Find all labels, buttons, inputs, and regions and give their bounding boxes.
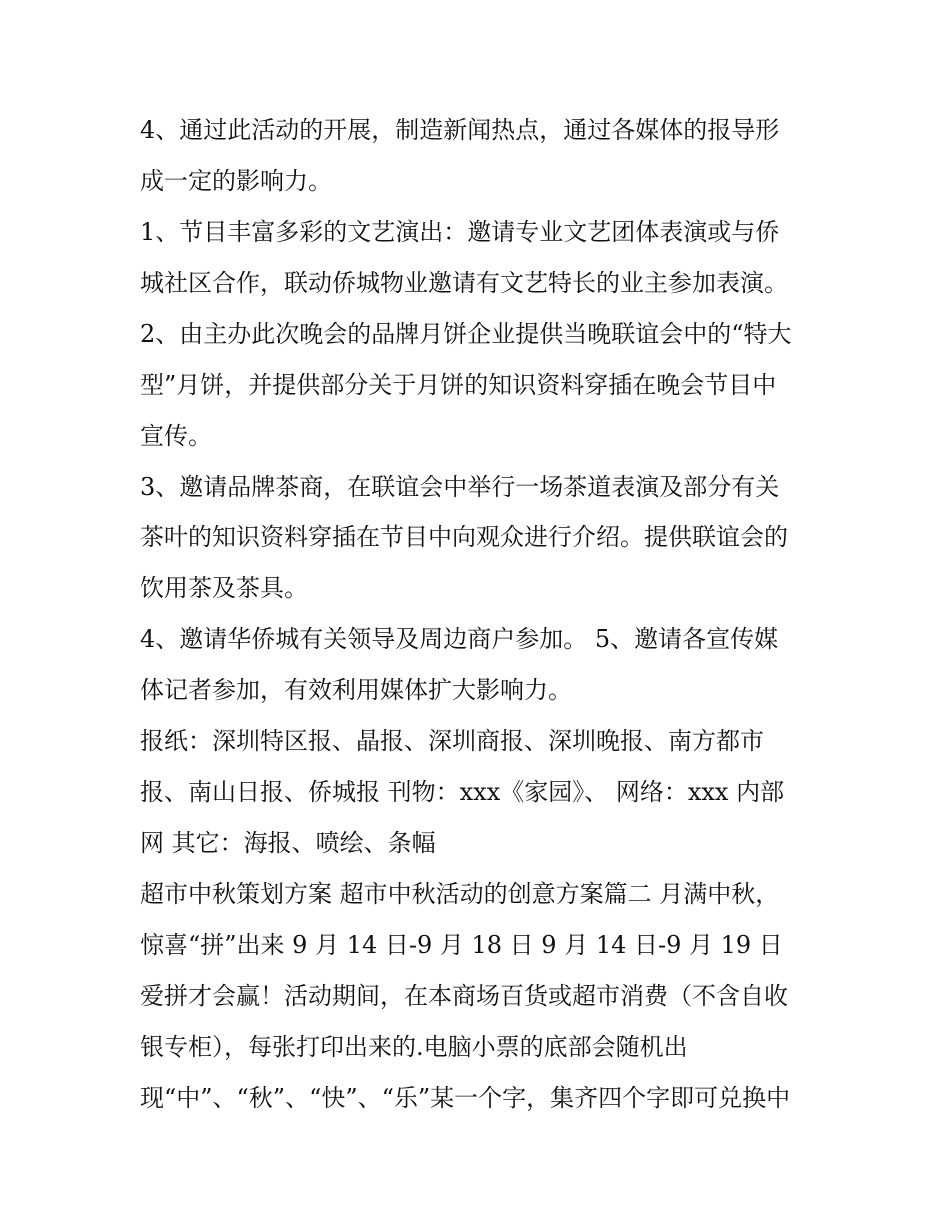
- paragraph-line: 现“中”、“秋”、“快”、“乐”某一个字，集齐四个字即可兑换中: [140, 1084, 791, 1112]
- paragraph-line: 4、通过此活动的开展，制造新闻热点，通过各媒体的报导形: [140, 116, 780, 144]
- paragraph-line: 型”月饼，并提供部分关于月饼的知识资料穿插在晚会节目中: [140, 371, 777, 399]
- paragraph-line: 惊喜“拼”出来 9 月 14 日-9 月 18 日 9 月 14 日-9 月 19 日: [140, 931, 783, 959]
- paragraph-line: 3、邀请品牌茶商，在联谊会中举行一场茶道表演及部分有关: [140, 473, 780, 501]
- paragraph-line: 1、节目丰富多彩的文艺演出：邀请专业文艺团体表演或与侨: [140, 218, 780, 246]
- paragraph-line: 饮用茶及茶具。: [140, 574, 308, 602]
- paragraph-line: 成一定的影响力。: [140, 167, 332, 195]
- paragraph-line: 2、由主办此次晚会的品牌月饼企业提供当晚联谊会中的“特大: [140, 320, 792, 348]
- paragraph-line: 网 其它：海报、喷绘、条幅: [140, 829, 436, 857]
- paragraph-line: 茶叶的知识资料穿插在节目中向观众进行介绍。提供联谊会的: [140, 523, 788, 551]
- paragraph-line: 爱拼才会赢！活动期间，在本商场百货或超市消费（不含自收: [140, 982, 788, 1010]
- paragraph-line: 报、南山日报、侨城报 刊物：xxx《家园》、 网络：xxx 内部: [140, 778, 785, 806]
- paragraph-line: 4、邀请华侨城有关领导及周边商户参加。 5、邀请各宣传媒: [140, 625, 779, 653]
- paragraph-line: 城社区合作，联动侨城物业邀请有文艺特长的业主参加表演。: [140, 269, 788, 297]
- paragraph-line: 体记者参加，有效利用媒体扩大影响力。: [140, 676, 572, 704]
- paragraph-line: 银专柜），每张打印出来的.电脑小票的底部会随机出: [140, 1033, 688, 1061]
- paragraph-line: 超市中秋策划方案 超市中秋活动的创意方案篇二 月满中秋，: [140, 880, 780, 908]
- paragraph-line: 宣传。: [140, 422, 212, 450]
- paragraph-line: 报纸：深圳特区报、晶报、深圳商报、深圳晚报、南方都市: [140, 727, 764, 755]
